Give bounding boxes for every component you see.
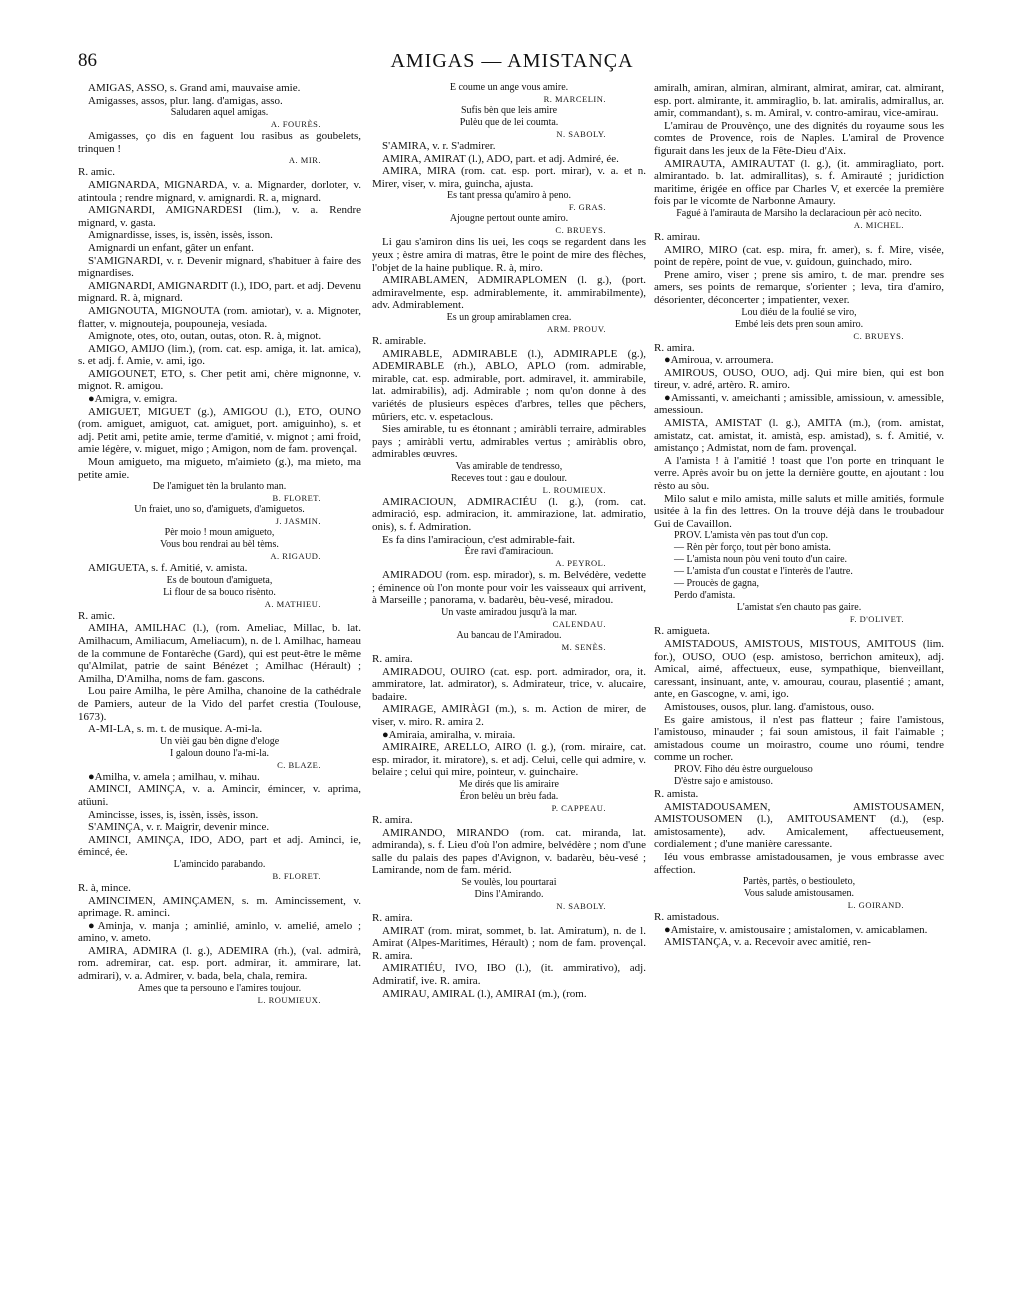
- quotation-line: Ames que ta persouno e l'amires toujour.: [137, 982, 302, 994]
- quotation-author: B. FLORET.: [272, 493, 321, 504]
- page-number: 86: [78, 50, 97, 71]
- proverb-line: — L'amista noun pòu veni touto d'un caire.: [674, 554, 848, 566]
- quotation-line: Dins l'Amirando.: [474, 888, 544, 900]
- entry-example: Amignardi un enfant, gâter un enfant.: [88, 241, 254, 254]
- entry-example: Amistouses, ousos, plur. lang. d'amistous, ouso.: [664, 700, 875, 713]
- dictionary-entry: AMIGUETA, s. f. Amitié, v. amista.: [88, 562, 248, 575]
- dictionary-entry: ●Amiraia, amiralha, v. miraia.: [382, 728, 516, 741]
- dictionary-entry: AMIRA, ADMIRA (l. g.), ADEMIRA (rh.), (val. admirà, rom. adremirar, cat. esp. port. admirar, it. ammirare, lat. admirari), v. a. Admirer, v. bada, bela, chala, remira.: [78, 944, 361, 983]
- quotation-line: Saludaren aquel amigas.: [170, 107, 269, 119]
- entry-example: Moun amigueto, ma migueto, m'aimieto (g.), ma mieto, ma petite amie.: [78, 456, 361, 481]
- dictionary-entry: AMIHA, AMILHAC (l.), (rom. Ameliac, Millac, b. lat. Amilhacum, Amiliacum, Ameliacum), n. de l. Amilhac, hameau de la commune de Fontarèche (Gard), qui est peut-être le même qu'Almilat, patrie de saint Bénézet ; Amilhac (Hérault) ; Amilha, D'Amilha, noms de fam. gascons.: [78, 622, 361, 685]
- quotation-line: L'amincido parabando.: [173, 858, 266, 870]
- dictionary-entry: AMIRA, MIRA (rom. cat. esp. port. mirar), v. a. et n. Mirer, viser, v. mira, guincha, ajusta.: [372, 165, 646, 190]
- dictionary-entry: S'AMINÇA, v. r. Maigrir, devenir mince.: [88, 821, 270, 834]
- proverb-line: D'èstre sajo e amistouso.: [674, 775, 774, 787]
- dictionary-entry: AMIRAGE, AMIRÀGI (m.), s. m. Action de mirer, de viser, v. miro. R. amira 2.: [372, 703, 646, 728]
- dictionary-entry: AMIRADOU (rom. esp. mirador), s. m. Belvédère, vedette ; éminence où l'on monte pour voir les vaisseaux qui arrivent, à Marseille ; panorama, v. badarèu, bèu-vesé, miradou.: [372, 569, 646, 607]
- etymology-reference: R. amira.: [372, 911, 413, 924]
- quotation-line: Li flour de sa bouco risènto.: [163, 586, 276, 598]
- quotation-author: C. BRUEYS.: [853, 330, 904, 341]
- etymology-reference: R. amic.: [78, 166, 115, 179]
- dictionary-entry: ●Amistaire, v. amistousaire ; amistalomen, v. amicablamen.: [664, 923, 928, 936]
- dictionary-entry: Amigasses, ço dis en faguent lou rasibus as goubelets, trinquen !: [78, 130, 361, 155]
- dictionary-entry: AMIRACIOUN, ADMIRACIÉU (l. g.), (rom. cat. admiració, esp. admiracion, it. ammirazione, lat. admiratio, onis), s. f. Admiration.: [372, 495, 646, 534]
- quotation-line: Ajougne pertout ounte amiro.: [449, 213, 569, 225]
- entry-example: Amignote, otes, oto, outan, outas, oton. R. à, mignot.: [88, 330, 322, 343]
- quotation-author: A. MATHIEU.: [264, 598, 321, 609]
- dictionary-entry: AMIROUS, OUSO, OUO, adj. Qui mire bien, qui est bon tireur, v. adré, artèro. R. amiro.: [654, 366, 944, 392]
- proverb-line: PROV. L'amista vèn pas tout d'un cop.: [674, 530, 828, 542]
- dictionary-entry: AMIRAUTA, AMIRAUTAT (l. g.), (it. ammiragliato, port. almirantado. b. lat. admirallitas), s. f. Amirauté ; juridiction maritime, érigée en office par Charles V, et exercée la première fois par le vicomte de Narbonne Amaury.: [654, 157, 944, 208]
- dictionary-entry: ●Aminja, v. manja ; aminlié, aminlo, v. amelié, amelo ; amino, v. ameto.: [78, 919, 361, 945]
- dictionary-entry: AMISTADOUS, AMISTOUS, MISTOUS, AMITOUS (lim. for.), OUSO, OUO (esp. amistoso, berrichon amiteux), adj. Amical, aimé, affectueux, euse, sympathique, bienveillant, caressant, insinuant, ante, v. amourau, courau, plasentié ; amant, ante, en Gascogne, v. ami, igo.: [654, 638, 944, 701]
- dictionary-entry: AMIRAU, AMIRAL (l.), AMIRAI (m.), (rom.: [382, 987, 587, 1000]
- etymology-reference: R. amira.: [372, 813, 413, 826]
- dictionary-entry: AMIRO, MIRO (cat. esp. mira, fr. amer), s. f. Mire, visée, point de repère, point de vue, v. guidoun, guinchado, miro.: [654, 243, 944, 269]
- dictionary-entry: AMIRANDO, MIRANDO (rom. cat. miranda, lat. admiranda), s. f. Lieu d'où l'on admire, belvédère ; nom d'une salle du palais des papes d'Avignon, v. badarèu, bèu-vesé ; Lamirande, nom de fam. mérid.: [372, 826, 646, 877]
- proverb-line: Perdo d'amista.: [674, 590, 736, 602]
- proverb-line: PROV. Fiho déu èstre ourguelouso: [674, 763, 813, 775]
- dictionary-entry: ●Amiroua, v. arroumera.: [664, 354, 774, 367]
- quotation-author: L. ROUMIEUX.: [542, 484, 606, 495]
- dictionary-entry: AMISTA, AMISTAT (l. g.), AMITA (m.), (rom. amistat, amistatz, cat. amistat, it. amistà, esp. amistad), s. f. Amitié, v. amistanço ; Admistat, nom de fam. provençal.: [654, 417, 944, 455]
- entry-example: Es fa dins l'amiracioun, c'est admirable-fait.: [382, 533, 576, 546]
- quotation-line: Un vièi gau bèn digne d'eloge: [159, 735, 280, 747]
- dictionary-entry: AMIRABLE, ADMIRABLE (l.), ADMIRAPLE (g.), ADEMIRABLE (rh.), ABLO, APLO (rom. admirable, mirable, cat. esp. admirable, port. admiravel, it. ammirabile, lat. admirabilis), adj. Admirable ; nom qu'on donne à des variétés de plusieurs espèces d'arbres, telles que pêchers, mûriers, etc. v. espetaclous.: [372, 347, 646, 423]
- quotation-line: Vas amirable de tendresso,: [455, 460, 563, 472]
- quotation-line: Es de boutoun d'amigueta,: [166, 574, 273, 586]
- quotation-line: Embé leis dets pren soun amiro.: [734, 318, 864, 330]
- dictionary-entry: AMIRATIÉU, IVO, IBO (l.), (it. ammirativo), adj. Admiratif, ive. R. amira.: [372, 962, 646, 987]
- dictionary-entry: AMINCI, AMINÇA, v. a. Amincir, émincer, v. aprima, atüuni.: [78, 783, 361, 808]
- quotation-line: Receves tout : gau e doulour.: [450, 472, 568, 484]
- column-left: [78, 82, 361, 1006]
- running-title: AMIGAS — AMISTANÇA: [390, 50, 634, 72]
- entry-example: Milo salut e milo amista, mille saluts et mille amitiés, formule usitée à la fin des lettres. On la trouve déjà dans le troubadour Gui de Cavaillon.: [654, 492, 944, 530]
- quotation-author: F. D'OLIVET.: [849, 614, 904, 625]
- dictionary-entry: AMIGOUNET, ETO, s. Cher petit ami, chère mignonne, v. mignot. R. amigou.: [78, 367, 361, 393]
- proverb-line: — Rèn pèr forço, tout pèr bono amista.: [674, 542, 831, 554]
- dictionary-entry: AMIGNARDI, AMIGNARDIT (l.), IDO, part. et adj. Devenu mignard. R. à, mignard.: [78, 279, 361, 305]
- proverb-line: — Proucès de gagna,: [674, 578, 759, 590]
- entry-example: Amincisse, isses, is, issèn, issès, isson.: [88, 808, 259, 821]
- quotation-line: Éron belèu un brèu fada.: [459, 790, 559, 802]
- quotation-line: I galoun douno l'a-mi-la.: [170, 747, 269, 759]
- dictionary-entry: AMIGO, AMIJO (lim.), (rom. cat. esp. amiga, it. lat. amica), s. et adj. f. Amie, v. ami, igo.: [78, 342, 361, 368]
- dictionary-entry: AMIRAT (rom. mirat, sommet, b. lat. Amiratum), n. de l. Amirat (Alpes-Maritimes, Hérault) ; nom de fam. provençal. R. amira.: [372, 924, 646, 962]
- quotation-line: Pèr moio ! moun amigueto,: [164, 527, 275, 539]
- dictionary-entry: AMIGUET, MIGUET (g.), AMIGOU (l.), ETO, OUNO (rom. amiguet, amiguot, cat. amiguet, port. amiguinho), s. et adj. Petit ami, petite amie, terme d'amitié, v. mignot ; ami froid, amie légère, v. miguet, migo ; Amigon, nom de fam. provençal.: [78, 405, 361, 456]
- quotation-line: Sufis bèn que leis amire: [460, 105, 558, 116]
- quotation-author: C. BLAZE.: [277, 759, 321, 770]
- quotation-author: F. GRAS.: [568, 202, 606, 213]
- quotation-author: CALENDAU.: [552, 619, 606, 630]
- quotation-author: A. PEYROL.: [555, 558, 606, 569]
- etymology-reference: R. amista.: [654, 787, 699, 800]
- quotation-line: L'amistat s'en chauto pas gaire.: [736, 602, 862, 614]
- dictionary-entry: AMISTANÇA, v. a. Recevoir avec amitié, ren-: [664, 936, 871, 949]
- entry-example: Iéu vous embrasse amistadousamen, je vous embrasse avec affection.: [654, 850, 944, 876]
- quotation-line: Fagué à l'amirauta de Marsiho la declaracioun pèr acò necito.: [676, 207, 922, 219]
- dictionary-entry: AMIGAS, ASSO, s. Grand ami, mauvaise amie.: [88, 82, 301, 94]
- dictionary-entry: AMIRADOU, OUIRO (cat. esp. port. admirador, ora, it. ammiratore, lat. admirator), s. Admirateur, trice, v. alucaire, badaire.: [372, 665, 646, 703]
- quotation-line: E coume un ange vous amire.: [449, 82, 569, 93]
- entry-example: Amignardisse, isses, is, issèn, issès, isson.: [88, 229, 273, 242]
- entry-example: Lou paire Amilha, le père Amilha, chanoine de la cathédrale de Pamiers, auteur de la Vido del parfet crestia (Toulouse, 1673).: [78, 685, 361, 723]
- quotation-author: P. CAPPEAU.: [551, 802, 606, 813]
- etymology-reference: R. amirau.: [654, 230, 701, 243]
- dictionary-entry: ●Amilha, v. amela ; amilhau, v. mihau.: [88, 770, 260, 783]
- quotation-line: Pulèu que de lei coumta.: [459, 117, 559, 128]
- quotation-author: L. GOIRAND.: [847, 900, 904, 911]
- quotation-author: C. BRUEYS.: [555, 225, 606, 236]
- entry-example: L'amirau de Prouvènço, une des dignités du royaume sous les comtes de Provence, rois de Naples. L'amiral de Provence figurait dans les jeux de la Fête-Dieu d'Aix.: [654, 119, 944, 157]
- quotation-line: Me dirés que lis amiraire: [459, 778, 559, 790]
- dictionary-entry: ●Amigra, v. emigra.: [88, 393, 178, 406]
- column-middle: [372, 82, 646, 1000]
- etymology-reference: R. amigueta.: [654, 625, 710, 638]
- page-header: [78, 50, 946, 80]
- quotation-line: Au bancau de l'Amiradou.: [456, 630, 562, 642]
- entry-example: Sies amirable, tu es étonnant ; amiràbli terraire, admirables pays ; amiràbli vertu, admirables vertus ; amiràblis obro, admirables œuvres.: [372, 423, 646, 461]
- dictionary-entry: A-MI-LA, s. m. t. de musique. A-mi-la.: [88, 723, 263, 736]
- quotation-line: Lou diéu de la foulié se viro,: [741, 306, 857, 318]
- dictionary-entry: AMIRABLAMEN, ADMIRAPLOMEN (l. g.), (port. admiravelmente, esp. admirablemente, it. ammirabilmente), adv. Admirablement.: [372, 274, 646, 312]
- quotation-line: Vous salude amistousamen.: [743, 888, 855, 900]
- dictionary-entry: ●Amissanti, v. ameichanti ; amissible, amissioun, v. amessible, amessioun.: [654, 391, 944, 417]
- dictionary-entry: AMIGNARDA, MIGNARDA, v. a. Mignarder, dorloter, v. atintoula ; rendre mignard, v. amignardi. R. a, mignard.: [78, 178, 361, 204]
- etymology-reference: R. amic.: [78, 609, 115, 622]
- dictionary-entry: AMIRA, AMIRAT (l.), ADO, part. et adj. Admiré, ée.: [382, 152, 619, 165]
- quotation-line: Se voulès, lou pourtarai: [461, 876, 557, 888]
- etymology-reference: R. amirable.: [372, 334, 427, 347]
- quotation-line: Vous bou rendrai au bèl tèms.: [160, 539, 279, 551]
- entry-example: Prene amiro, viser ; prene sis amiro, t. de mar. prendre ses amers, ses points de remarque, s'orienter ; leva, tira d'amiro, désorienter, déconcerter ; impatienter, vexer.: [654, 268, 944, 306]
- entry-example: Amigasses, assos, plur. lang. d'amigas, asso.: [88, 94, 283, 107]
- quotation-author: A. MIR.: [288, 155, 321, 166]
- quotation-author: R. MARCELIN.: [543, 94, 606, 104]
- dictionary-entry: AMISTADOUSAMEN, AMISTOUSAMEN, AMISTOUSOMEN (l.), AMITOUSAMENT (d.), (esp. amistosamente), adv. Amicalement, affectueusement, cordialement ; d'une manière caressante.: [654, 800, 944, 851]
- quotation-author: L. ROUMIEUX.: [257, 994, 321, 1005]
- quotation-line: Ère ravi d'amiracioun.: [464, 546, 554, 558]
- quotation-author: N. SABOLY.: [556, 129, 606, 139]
- quotation-author: N. SABOLY.: [556, 900, 606, 911]
- dictionary-entry: AMINCI, AMINÇA, IDO, ADO, part et adj. Aminci, ie, émincé, ée.: [78, 833, 361, 859]
- quotation-author: A. RIGAUD.: [270, 551, 321, 562]
- entry-example: Li gau s'amiron dins lis uei, les coqs se regardent dans les yeux ; èstre amira di matras, être le point de mire des flèches, l'objet de la haine publique. R. à, miro.: [372, 236, 646, 274]
- etymology-reference: R. à, mince.: [78, 881, 131, 894]
- quotation-line: Partès, partès, o bestiouleto,: [742, 876, 856, 888]
- dictionary-entry: S'AMIGNARDI, v. r. Devenir mignard, s'habituer à faire des mignardises.: [78, 254, 361, 280]
- dictionary-entry: AMIGNOUTA, MIGNOUTA (rom. amiotar), v. a. Mignoter, flatter, v. mignouteja, poupouneja, vesiada.: [78, 304, 361, 330]
- dictionary-entry: AMINCIMEN, AMINÇAMEN, s. m. Amincissement, v. aprimage. R. aminci.: [78, 894, 361, 920]
- proverb-line: — L'amista d'un coustat e l'interès de l'autre.: [674, 566, 853, 578]
- quotation-line: Es tant pressa qu'amiro à peno.: [447, 190, 571, 202]
- quotation-line: Es un group amirablamen crea.: [446, 311, 572, 323]
- entry-example: A l'amista ! à l'amitié ! toast que l'on porte en trinquant le verre. Après avoir bu on jette la dernière goutte, en ajoutant : lou rèsto au sòu.: [654, 454, 944, 493]
- dictionary-entry: AMIRAIRE, ARELLO, AIRO (l. g.), (rom. miraire, cat. esp. mirador, it. miratore), s. et adj. Celui, celle qui admire, v. belaire ; celui qui mire, pointeur, v. guinchaire.: [372, 741, 646, 779]
- etymology-reference: R. amistadous.: [654, 911, 720, 924]
- entry-continuation: amiralh, amiran, almiran, almirant, almirat, amirar, cat. almirant, esp. port. almirante, it. ammiraglio, b. lat. amiralis, admirallus, ar. amir, commandant), s. m. Amiral, v. contro-amirau, vice-amirau.: [654, 82, 944, 120]
- etymology-reference: R. amira.: [654, 341, 695, 354]
- quotation-author: J. JASMIN.: [275, 516, 321, 527]
- quotation-line: Un fraiet, uno so, d'amiguets, d'amiguetos.: [134, 504, 305, 516]
- etymology-reference: R. amira.: [372, 653, 413, 666]
- dictionary-entry: S'AMIRA, v. r. S'admirer.: [382, 140, 496, 152]
- quotation-author: ARM. PROUV.: [547, 323, 606, 334]
- quotation-line: De l'amiguet tèn la brulanto man.: [152, 481, 287, 493]
- entry-example: Es gaire amistous, il n'est pas flatteur ; faire l'amistous, l'amistouso, minauder ; fai soun amistous, il fait l'aimable ; amistadous coume un moirastro, coume uno róumi, tendre comme un rocher.: [654, 713, 944, 764]
- quotation-author: A. MICHEL.: [853, 219, 904, 230]
- quotation-line: Un vaste amiradou jusqu'à la mar.: [441, 607, 577, 619]
- dictionary-entry: AMIGNARDI, AMIGNARDESI (lim.), v. a. Rendre mignard, v. gasta.: [78, 204, 361, 229]
- column-right: [654, 82, 944, 949]
- quotation-author: M. SENÈS.: [561, 642, 606, 653]
- quotation-author: B. FLORET.: [272, 870, 321, 881]
- quotation-author: A. FOURÈS.: [270, 119, 321, 130]
